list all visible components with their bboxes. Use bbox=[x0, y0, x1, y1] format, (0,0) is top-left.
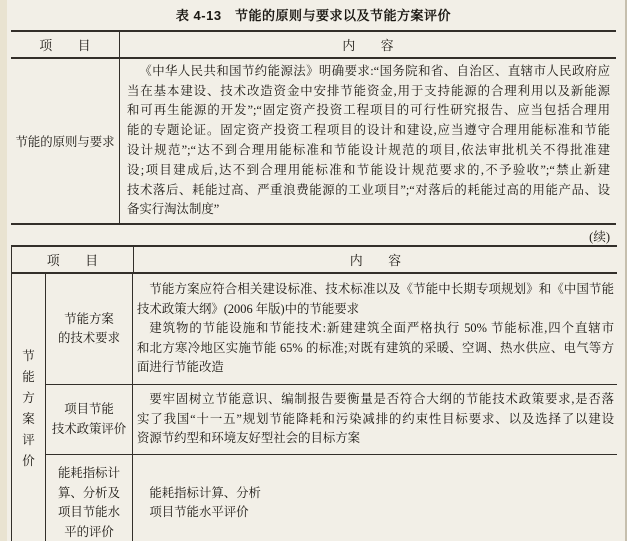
table-row bbox=[46, 385, 617, 455]
content-line: 技术政策大纲》(2006 年版)中的节能要求 bbox=[137, 301, 359, 316]
table1-header-row bbox=[11, 32, 616, 59]
item-label-line: 的技术要求 bbox=[58, 331, 120, 345]
group-label-char: 案 bbox=[22, 411, 35, 426]
table1-header-item: 项 目 bbox=[11, 32, 120, 57]
content-line: 资源节约型和环境友好型社会的目标方案 bbox=[137, 431, 361, 446]
table-row bbox=[46, 455, 617, 541]
content-line: 和北方寒冷地区实施节能 65% 的标准;对既有建筑的采暖、空调、热水供应、电气等方 bbox=[137, 340, 614, 355]
content-line: 实了我国“十一五”规划节能降耗和污染减排的约束性目标要求、以及选择了以建设 bbox=[137, 411, 614, 426]
table2-content-cell bbox=[133, 274, 617, 384]
item-label-line: 平的评价 bbox=[64, 524, 114, 539]
table2-header-row bbox=[12, 247, 617, 274]
content-line: 设;项目建成后,达不到合理用能标准和节能设计规范要求的,不予验收”;“禁止新建 bbox=[127, 162, 610, 177]
content-line: 面进行节能改造 bbox=[137, 360, 224, 375]
content-line: 和可再生能源的开发”;“固定资产投资工程项目的可行性研究报告、应当包括合理用 bbox=[127, 103, 610, 118]
content-line: 《中华人民共和国节约能源法》明确要求:“国务院和省、自治区、直辖市人民政府应 bbox=[139, 63, 610, 78]
item-label-line: 项目节能水 bbox=[58, 505, 120, 519]
table2-header-item: 项 目 bbox=[12, 247, 134, 272]
table2-item-cell bbox=[46, 385, 133, 454]
content-line: 技术落后、耗能过高、严重浪费能源的工业项目”;“对落后的耗能过高的用能产品、设 bbox=[127, 182, 610, 197]
scan-left-edge bbox=[0, 0, 7, 541]
table2-content-cell bbox=[133, 385, 617, 454]
table1-item-cell: 节能的原则与要求 bbox=[11, 59, 120, 223]
group-label-char: 方 bbox=[22, 390, 35, 405]
content-line: 备实行淘汰制度” bbox=[127, 202, 220, 217]
table2-rows bbox=[46, 274, 617, 541]
table2-item-cell bbox=[46, 274, 133, 384]
table2-body bbox=[12, 274, 617, 541]
continued-marker: (续) bbox=[589, 230, 610, 244]
table1-body-row bbox=[11, 59, 616, 223]
content-line: 能耗指标计算、分析 bbox=[149, 485, 261, 500]
table2-group-label-vertical bbox=[12, 274, 46, 541]
content-line: 设计规范”;“达不到合理用能标准和节能设计规范的项目,依法审批机关不得批准建 bbox=[127, 143, 610, 157]
item-label-line: 节能方案 bbox=[64, 311, 114, 326]
content-line: 能的专题论证。固定资产投资工程项目的设计和建设,应当遵守合理用能标准和节能 bbox=[127, 123, 610, 138]
table-caption: 表 4-13 节能的原则与要求以及节能方案评价 bbox=[175, 8, 452, 23]
table2-content-cell bbox=[133, 455, 617, 541]
group-label-char: 评 bbox=[22, 432, 35, 447]
table-energy-principles bbox=[11, 30, 616, 225]
content-line: 项目节能水平评价 bbox=[149, 505, 249, 519]
content-line: 建筑物的节能设施和节能技术:新建建筑全面严格执行 50% 节能标准,四个直辖市 bbox=[149, 321, 614, 336]
table1-content-cell bbox=[120, 59, 616, 223]
content-line: 节能方案应符合相关建设标准、技术标准以及《节能中长期专项规划》和《中国节能 bbox=[149, 282, 614, 297]
item-label-line: 技术政策评价 bbox=[51, 421, 127, 436]
group-label-char: 价 bbox=[22, 453, 35, 468]
table1-header-content: 内 容 bbox=[342, 39, 394, 53]
table-row bbox=[46, 274, 617, 385]
group-label-char: 节 bbox=[22, 348, 35, 363]
content-line: 当在基本建设、技术改造资金中安排节能资金,用于支持能源的合理利用以及新能源 bbox=[127, 83, 610, 98]
group-label-char: 能 bbox=[22, 369, 35, 384]
table2-item-cell bbox=[46, 455, 133, 541]
table-energy-plan-evaluation bbox=[11, 245, 617, 541]
item-label-line: 项目节能 bbox=[64, 402, 114, 416]
item-label-line: 能耗指标计 bbox=[58, 466, 120, 480]
content-line: 要牢固树立节能意识、编制报告要衡量是否符合大纲的节能技术政策要求,是否落 bbox=[149, 392, 614, 407]
table2-header-content: 内 容 bbox=[349, 254, 402, 268]
item-label-line: 算、分析及 bbox=[58, 485, 120, 500]
